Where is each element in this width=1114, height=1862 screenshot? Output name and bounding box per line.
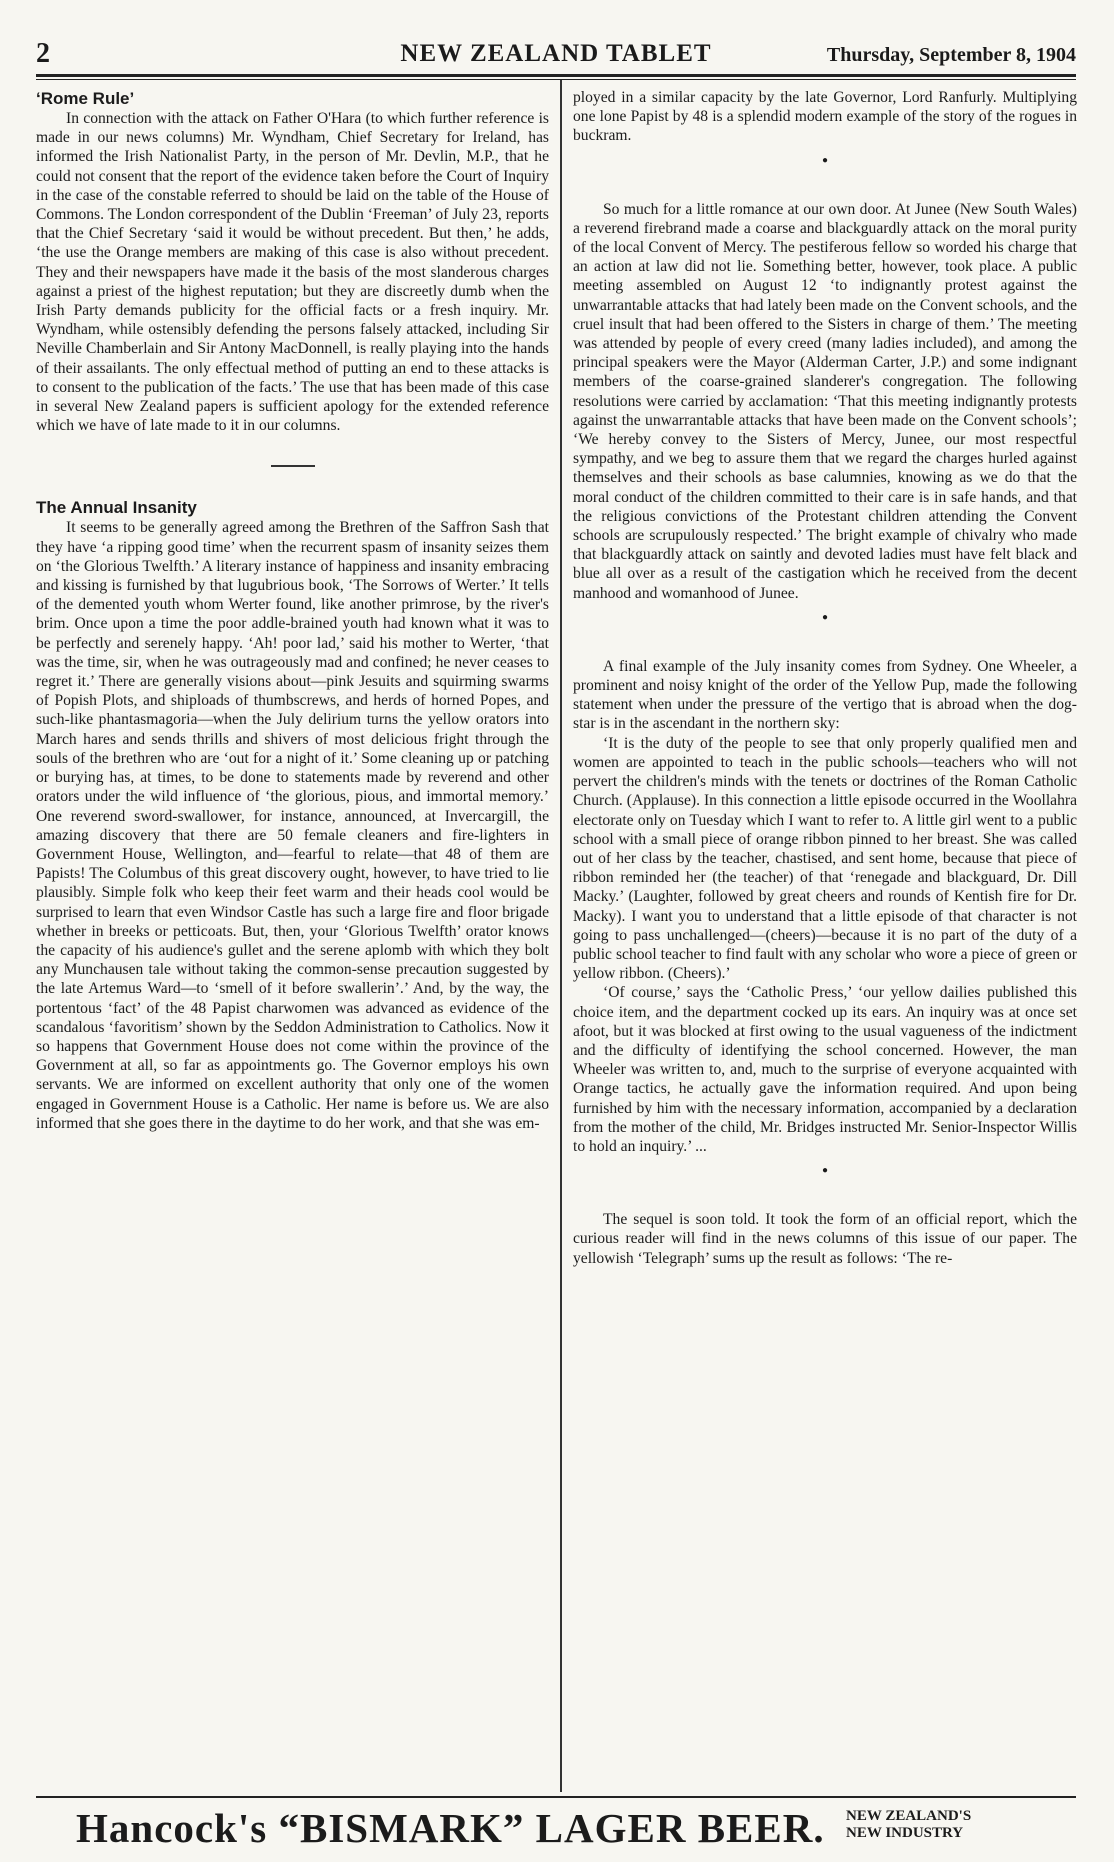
article-paragraph: In connection with the attack on Father O'Hara (to which further reference is made in our news columns) Mr. Wyndham, Chief Secretary for Ireland, has informed the Irish Nationalist Party, in the person of Mr. Devlin, M.P., that he could not consent that the report of the evidence taken before the Court of Inquiry in the case of the constable referred to should be laid on the table of the House of Commons. The London correspondent of the Dublin ‘Freeman’ of July 23, reports that the Chief Secretary ‘said it would be without precedent. But then,’ he adds, ‘the use the Orange members are making of this case is also without precedent. They and their newspapers have made it the basis of the most slanderous charges against a priest of the highest reputation; but they are discreetly dumb when the Irish Party demands publicity for the official facts or a fresh inquiry. Mr. Wyndham, while ostensibly defending the persons falsely attacked, including Sir Neville Chamberlain and Sir Antony MacDonnell, is really playing into the hands of their assailants. The only effectual method of putting an end to these attacks is to consent to the publication of the facts.’ The use that has been made of this case in several New Zealand papers is sufficient apology for the extended reference which we have of late made to it in our columns. xyxy=(36,110,549,435)
header-rule-thin xyxy=(36,79,1076,80)
advertisement-tagline xyxy=(846,1808,971,1842)
left-column xyxy=(36,88,549,1788)
advertisement-banner xyxy=(36,1802,1076,1852)
issue-date: Thursday, September 8, 1904 xyxy=(826,44,1076,66)
masthead xyxy=(36,38,1076,72)
bullet-separator-icon: ● xyxy=(821,611,829,623)
page-number: 2 xyxy=(36,38,50,69)
quoted-paragraph: ‘Of course,’ says the ‘Catholic Press,’ ‘our yellow dailies published this choice item, and the department cocked up its ears. An inquiry was at once set afoot, but it was blocked at first owing to the usual vagueness of the indictment and the difficulty of identifying the school concerned. However, the man Wheeler was written to, and, much to the surprise of everyone acquainted with Orange tactics, he actually gave the information required. And upon being furnished by him with the necessary information, accompanied by a declaration from the mother of the child, Mr. Bridges instructed Mr. Senior-Inspector Willis to hold an inquiry.’ ... xyxy=(573,984,1077,1155)
column-divider xyxy=(560,80,562,1792)
article-paragraph: The sequel is soon told. It took the form of an official report, which the curious reader will find in the news columns of this issue of our paper. The yellowish ‘Telegraph’ sums up the result as follows: ‘The re- xyxy=(573,1211,1077,1267)
bullet-separator-icon: ● xyxy=(821,1165,829,1177)
tagline-line-2: NEW INDUSTRY xyxy=(846,1825,964,1841)
article-paragraph: ployed in a similar capacity by the late Governor, Lord Ranfurly. Multiplying one lone Papist by 48 is a splendid modern example of the story of the rogues in buckram. xyxy=(573,89,1077,145)
advertisement-text: Hancock's “BISMARK” LAGER BEER. xyxy=(76,1805,825,1851)
article-paragraph: It seems to be generally agreed among the Brethren of the Saffron Sash that they have ‘a ripping good time’ when the recurrent spasm of insanity seizes them on ‘the Glorious Twelfth.’ A literary instance of happiness and insanity embracing and kissing is furnished by that lugubrious book, ‘The Sorrows of Werter.’ It tells of the demented youth whom Werter found, like another primrose, by the river's brim. Once upon a time the poor addle-brained youth had known what it was to be perfectly and serenely happy. ‘Ah! poor lad,’ said his mother to Werter, ‘that was the time, sir, when he was outrageously mad and confined; he never ceases to regret it.’ There are generally visions about—pink Jesuits and squirming swarms of Popish Plots, and shiploads of thumbscrews, and herds of horned Popes, and such-like phantasmagoria—when the July delirium turns the yellow orators into March hares and sends thrills and shivers of most delicious fright through the souls of the brethren who are ‘out for a night of it.’ Some cleaning up or patching or burying has, at times, to be done to statements made by reverend and other orators under the wild influence of ‘the glorious, pious, and immortal memory.’ One reverend sword-swallower, for instance, announced, at Invercargill, the amazing discovery that there are 50 female cleaners and fire-lighters in Government House, Wellington, and—fearful to relate—that 48 of them are Papists! The Columbus of this great discovery ought, however, to have tried to lie plausibly. Simple folk who keep their feet warm and their heads cool would be surprised to learn that even Windsor Castle has such a large fire and floor brigade whether in breeks or petticoats. But, then, your ‘Glorious Twelfth’ orator knows the capacity of his audience's gullet and the serene aplomb with which they bolt any Munchausen tale without taking the common-sense precaution suggested by the late Artemus Ward—to ‘smell of it before swallerin’.’ And, by the way, the portentous ‘fact’ of the 48 Papist charwomen was advanced as evidence of the scandalous ‘favoritism’ shown by the Seddon Administration to Catholics. Now it so happens that Government House does not come within the province of the Government at all, so far as appointments go. The Governor employs his own servants. We are informed on excellent authority that only one of the women engaged in Government House is a Catholic. Her name is before us. We are also informed that she goes there in the daytime to do her work, and that she was em- xyxy=(36,519,549,1132)
footer-rule xyxy=(36,1796,1076,1798)
section-divider xyxy=(271,465,315,467)
right-column xyxy=(573,88,1077,1788)
quoted-paragraph: ‘It is the duty of the people to see that only properly qualified men and women are appointed to teach in the public schools—teachers who will not pervert the children's minds with the tenets or doctrines of the Roman Catholic Church. (Applause). In this connection a little episode occurred in the Woollahra electorate only on Tuesday which I want to refer to. A little girl went to a public school with a small piece of orange ribbon pinned to her breast. She was called out of her class by the teacher, chastised, and sent home, because that piece of ribbon reminded her (the teacher) of that ‘renegade and blackguard, Dr. Dill Macky.’ (Laughter, followed by great cheers and rounds of Kentish fire for Dr. Macky). I want you to understand that a little episode of that character is not going to pass unchallenged—(cheers)—because it is no part of the duty of a public school teacher to find fault with any scholar who wore a piece of green or yellow ribbon. (Cheers).’ xyxy=(573,734,1077,983)
section-heading-rome-rule: ‘Rome Rule’ xyxy=(36,89,135,108)
newspaper-title: NEW ZEALAND TABLET xyxy=(400,40,712,67)
header-rule xyxy=(36,74,1076,77)
tagline-line-1: NEW ZEALAND'S xyxy=(846,1808,972,1824)
bullet-separator-icon: ● xyxy=(821,154,829,166)
article-paragraph: So much for a little romance at our own door. At Junee (New South Wales) a reverend firebrand made a coarse and blackguardly attack on the moral purity of the local Convent of Mercy. The pestiferous fellow so worded his charge that an action at law did not lie. Something better, however, took place. A public meeting assembled on August 12 ‘to indignantly protest against the unwarrantable attacks that had lately been made on the Convent schools, and the cruel insult that had been offered to the Sisters in charge of them.’ The meeting was attended by people of every creed (many ladies included), and among the principal speakers were the Mayor (Alderman Carter, J.P.) and some indignant members of the coarse-grained slanderer's congregation. The following resolutions were carried by acclamation: ‘That this meeting indignantly protests against the unwarrantable attacks that have been made on the Convent schools’; ‘We hereby convey to the Sisters of Mercy, Junee, our most respectful sympathy, and we beg to assure them that we regard the charges hurled against themselves and their schools as base calumnies, knowing as we do that the moral conduct of the children committed to their care is in safe hands, and that the religious convictions of the Protestant children attending the Convent schools are scrupulously respected.’ The bright example of chivalry who made that blackguardly attack on saintly and devoted ladies must have felt black and blue all over as a result of the castigation which he received from the decent manhood and womanhood of Junee. xyxy=(573,200,1077,602)
section-heading-annual-insanity: The Annual Insanity xyxy=(36,498,197,518)
article-paragraph: A final example of the July insanity comes from Sydney. One Wheeler, a prominent and noisy knight of the order of the Yellow Pup, made the following statement when under the pressure of the vertigo that is abroad when the dog-star is in the ascendant in the northern sky: xyxy=(573,657,1077,733)
